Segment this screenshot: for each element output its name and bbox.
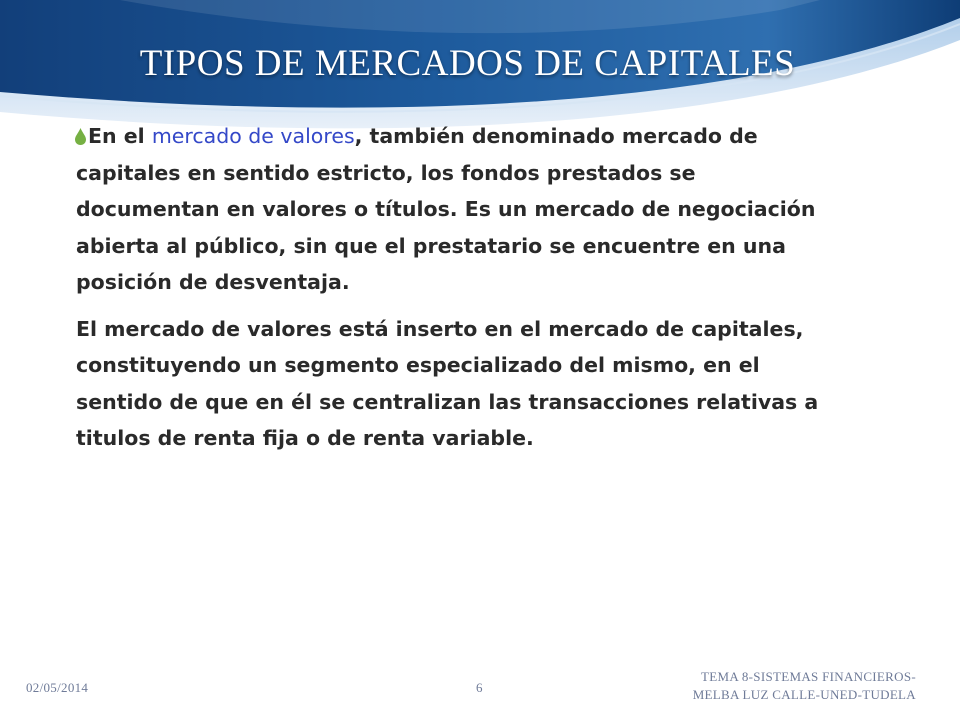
slide-body — [76, 118, 846, 457]
mercado-de-valores-link[interactable]: mercado de valores — [151, 124, 355, 148]
paragraph-1-rest: , también denominado mercado de capitales en sentido estricto, los fondos prestados se documentan en valores o títulos. Es un mercado de negociación abierta al público, sin que el prestatario se encuentre en una posición de desventaja. — [76, 124, 816, 294]
footer-credit-line-1: TEMA 8-SISTEMAS FINANCIEROS- — [701, 669, 916, 684]
paragraph-1 — [76, 118, 846, 301]
footer-credit — [600, 668, 916, 704]
footer-date: 02/05/2014 — [26, 680, 89, 695]
footer-page-number: 6 — [476, 680, 483, 695]
paragraph-2: El mercado de valores está inserto en el mercado de capitales, constituyendo un segmento especializado del mismo, en el sentido de que en él se centralizan las transacciones relativas a titulos de renta fija o de renta variable. — [76, 316, 819, 450]
paragraph-1-lead: En el — [88, 124, 152, 148]
drop-bullet-icon — [74, 128, 87, 145]
footer-credit-line-2: MELBA LUZ CALLE-UNED-TUDELA — [692, 687, 916, 702]
slide-title: TIPOS DE MERCADOS DE CAPITALES — [139, 43, 796, 84]
